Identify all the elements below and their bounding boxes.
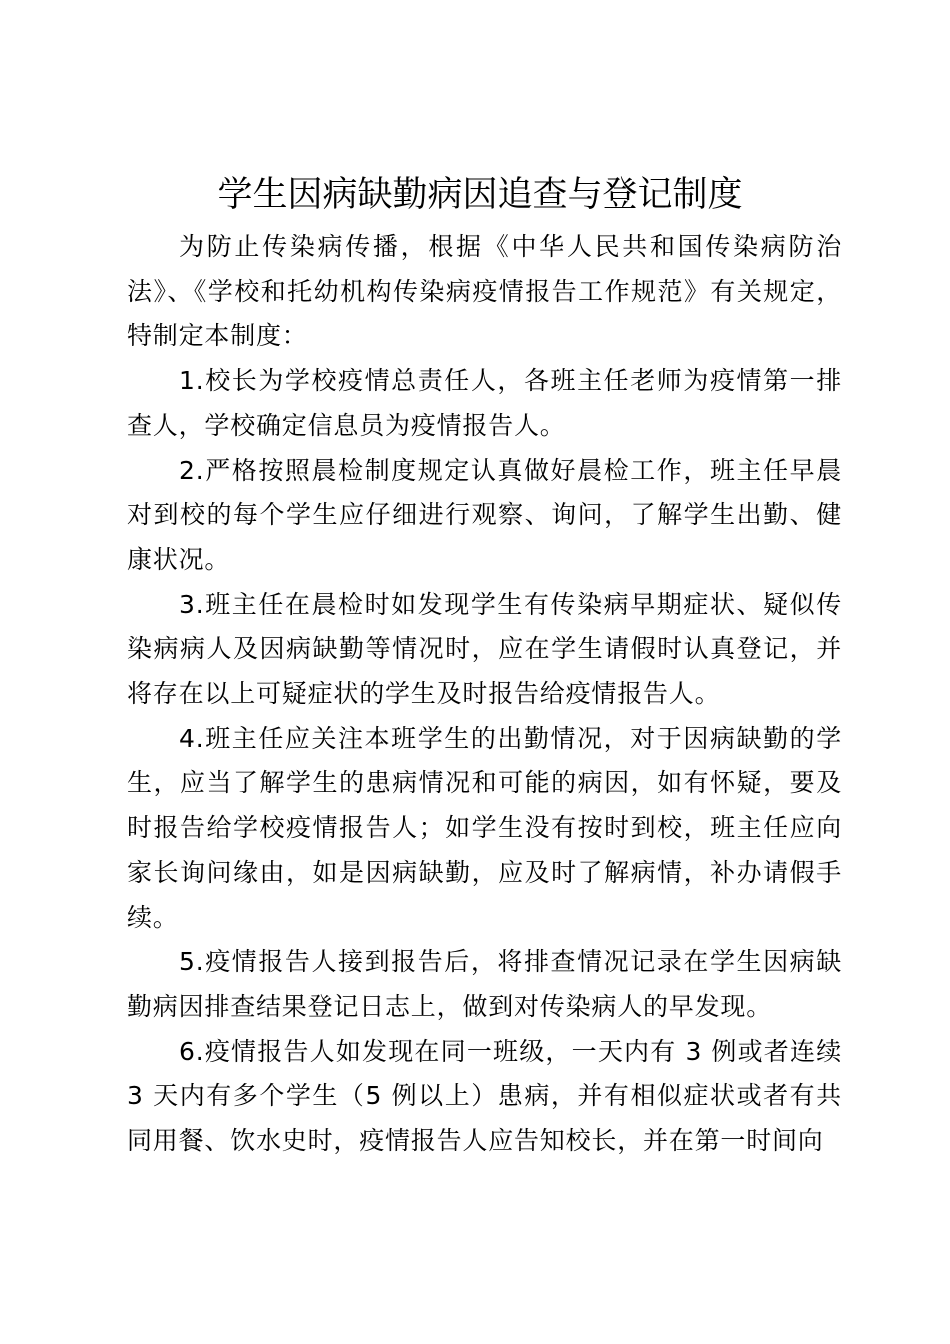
paragraph-item-3: 3.班主任在晨检时如发现学生有传染病早期症状、疑似传染病病人及因病缺勤等情况时，应在学生请假时认真登记，并将存在以上可疑症状的学生及时报告给疫情报告人。 (127, 589, 842, 709)
paragraph-intro: 为防止传染病传播，根据《中华人民共和国传染病防治法》、《学校和托幼机构传染病疫情报告工作规范》有关规定，特制定本制度： (127, 232, 842, 351)
paragraph-item-6: 6.疫情报告人如发现在同一班级，一天内有 3 例或者连续 3 天内有多个学生（5 例以上）患病，并有相似症状或者有共同用餐、饮水史时，疫情报告人应告知校长，并在第一时间向 (127, 1036, 842, 1156)
paragraph-item-2: 2.严格按照晨检制度规定认真做好晨检工作，班主任早晨对到校的每个学生应仔细进行观察、询问，了解学生出勤、健康状况。 (127, 455, 842, 574)
document-title: 学生因病缺勤病因追查与登记制度 (217, 175, 743, 215)
paragraph-item-4: 4.班主任应关注本班学生的出勤情况，对于因病缺勤的学生，应当了解学生的患病情况和可能的病因，如有怀疑，要及时报告给学校疫情报告人；如学生没有按时到校，班主任应向家长询问缘由，如是因病缺勤，应及时了解病情，补办请假手续。 (127, 723, 842, 932)
paragraph-item-5: 5.疫情报告人接到报告后，将排查情况记录在学生因病缺勤病因排查结果登记日志上，做到对传染病人的早发现。 (127, 947, 842, 1021)
paragraph-item-1: 1.校长为学校疫情总责任人，各班主任老师为疫情第一排查人，学校确定信息员为疫情报告人。 (127, 366, 842, 440)
document-body (127, 225, 842, 1164)
